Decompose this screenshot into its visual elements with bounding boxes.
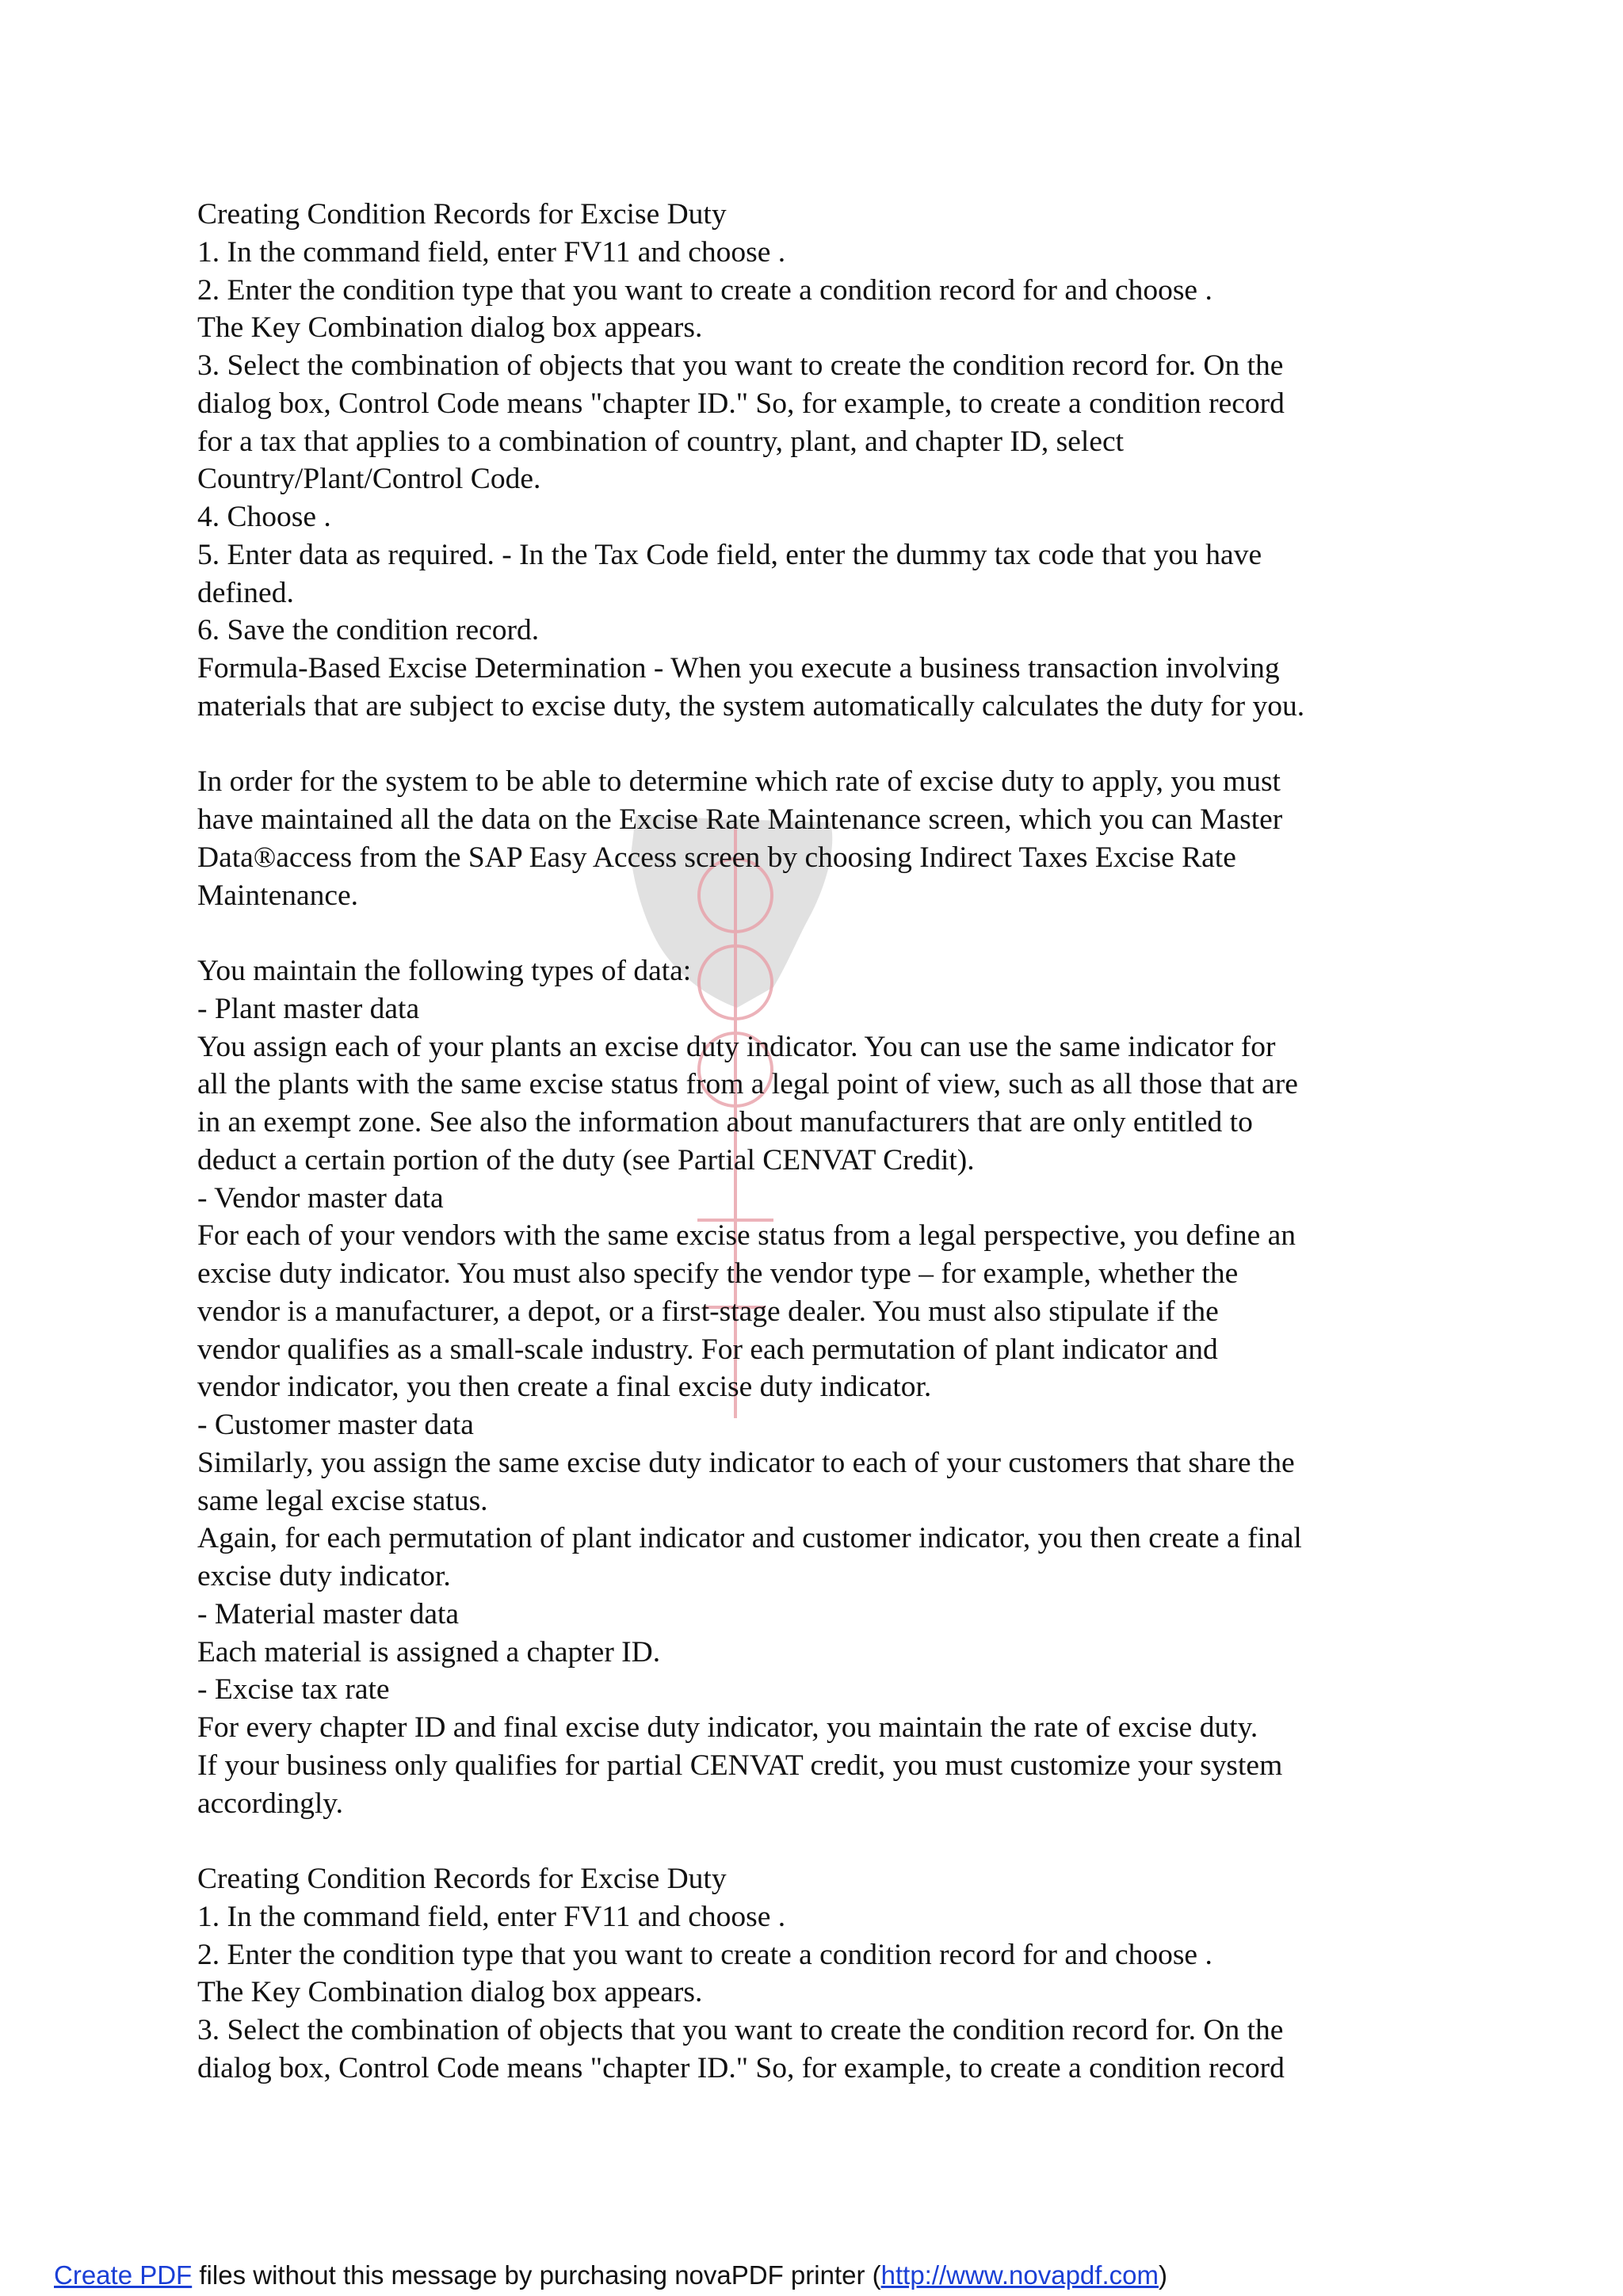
text-line: 3. Select the combination of objects that you want to create the condition record for. On the bbox=[197, 2014, 1284, 2046]
text-line: vendor is a manufacturer, a depot, or a first-stage dealer. You must also stipulate if the bbox=[197, 1295, 1219, 1328]
text-line: In order for the system to be able to determine which rate of excise duty to apply, you must bbox=[197, 765, 1281, 799]
blank-line bbox=[197, 726, 1442, 764]
text-line: in an exempt zone. See also the information about manufacturers that are only entitled to bbox=[197, 1106, 1253, 1138]
text-line: Creating Condition Records for Excise Duty bbox=[197, 198, 727, 231]
text-line: defined. bbox=[197, 576, 294, 609]
text-line: The Key Combination dialog box appears. bbox=[197, 1976, 703, 2009]
text-line: vendor qualifies as a small-scale industry. For each permutation of plant indicator and bbox=[197, 1333, 1218, 1366]
text-line: dialog box, Control Code means "chapter ID." So, for example, to create a condition record bbox=[197, 2051, 1285, 2084]
text-line: vendor indicator, you then create a final excise duty indicator. bbox=[197, 1371, 932, 1404]
novapdf-footer bbox=[54, 2260, 1167, 2291]
text-line: 1. In the command field, enter FV11 and choose . bbox=[197, 1900, 786, 1933]
text-line: same legal excise status. bbox=[197, 1484, 488, 1517]
blank-line bbox=[197, 914, 1442, 952]
text-line: dialog box, Control Code means "chapter ID." So, for example, to create a condition record bbox=[197, 387, 1285, 420]
text-line: Formula-Based Excise Determination - When you execute a business transaction involving bbox=[197, 652, 1280, 685]
text-line: have maintained all the data on the Excise Rate Maintenance screen, which you can Master bbox=[197, 803, 1283, 836]
text-line: 6. Save the condition record. bbox=[197, 614, 540, 647]
text-line: excise duty indicator. You must also specify the vendor type – for example, whether the bbox=[197, 1257, 1239, 1290]
text-line: 5. Enter data as required. - In the Tax Code field, enter the dummy tax code that you have bbox=[197, 538, 1262, 571]
text-line: For each of your vendors with the same excise status from a legal perspective, you define an bbox=[197, 1219, 1296, 1253]
text-line: For every chapter ID and final excise duty indicator, you maintain the rate of excise duty. bbox=[197, 1711, 1258, 1744]
text-line: excise duty indicator. bbox=[197, 1560, 451, 1592]
text-line: If your business only qualifies for partial CENVAT credit, you must customize your system bbox=[197, 1749, 1283, 1782]
footer-message: files without this message by purchasing novaPDF printer ( bbox=[192, 2260, 881, 2290]
text-line: The Key Combination dialog box appears. bbox=[197, 311, 703, 345]
text-line: materials that are subject to excise duty, the system automatically calculates the duty for you. bbox=[197, 689, 1305, 723]
create-pdf-link[interactable]: Create PDF bbox=[54, 2260, 193, 2290]
text-line: 4. Choose . bbox=[197, 501, 331, 533]
text-line: - Customer master data bbox=[197, 1409, 474, 1441]
text-line: Each material is assigned a chapter ID. bbox=[197, 1635, 661, 1669]
text-line: all the plants with the same excise status from a legal point of view, such as all those that are bbox=[197, 1068, 1298, 1101]
text-line: Maintenance. bbox=[197, 879, 359, 912]
text-line: 3. Select the combination of objects that you want to create the condition record for. On the bbox=[197, 349, 1284, 382]
text-line: Again, for each permutation of plant indicator and customer indicator, you then create a final bbox=[197, 1522, 1302, 1555]
novapdf-url-link[interactable]: http://www.novapdf.com bbox=[880, 2260, 1159, 2290]
text-line: 2. Enter the condition type that you want to create a condition record for and choose . bbox=[197, 273, 1212, 307]
text-line: for a tax that applies to a combination of country, plant, and chapter ID, select bbox=[197, 425, 1125, 458]
text-line: Country/Plant/Control Code. bbox=[197, 463, 541, 496]
text-line: Creating Condition Records for Excise Duty bbox=[197, 1863, 727, 1895]
text-line: Data®access from the SAP Easy Access screen by choosing Indirect Taxes Excise Rate bbox=[197, 841, 1236, 874]
text-line: 1. In the command field, enter FV11 and choose . bbox=[197, 235, 786, 269]
text-line: You assign each of your plants an excise duty indicator. You can use the same indicator for bbox=[197, 1030, 1276, 1063]
footer-close-paren: ) bbox=[1158, 2260, 1167, 2290]
text-line: - Material master data bbox=[197, 1597, 460, 1630]
text-line: - Plant master data bbox=[197, 992, 420, 1025]
text-line: - Vendor master data bbox=[197, 1181, 444, 1215]
text-line: - Excise tax rate bbox=[197, 1673, 390, 1707]
document-body bbox=[197, 196, 1442, 2088]
text-line: You maintain the following types of data: bbox=[197, 955, 692, 987]
text-line: Similarly, you assign the same excise duty indicator to each of your customers that share the bbox=[197, 1446, 1295, 1479]
blank-line bbox=[197, 1822, 1442, 1860]
text-line: accordingly. bbox=[197, 1787, 343, 1820]
text-line: 2. Enter the condition type that you want to create a condition record for and choose . bbox=[197, 1938, 1212, 1971]
text-line: deduct a certain portion of the duty (see Partial CENVAT Credit). bbox=[197, 1143, 975, 1177]
